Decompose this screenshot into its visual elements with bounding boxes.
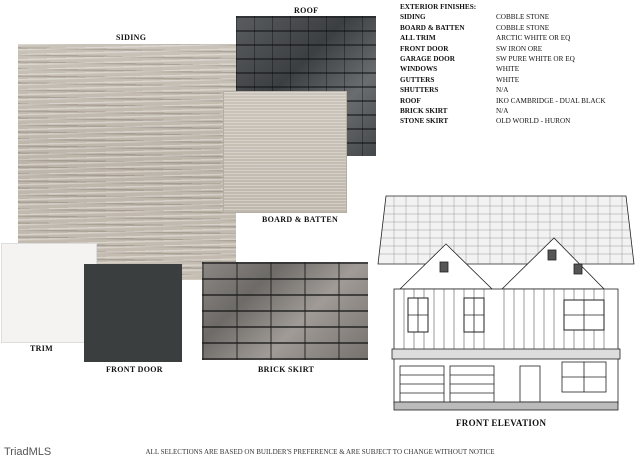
finish-row (400, 33, 606, 43)
brick-skirt-swatch (202, 262, 368, 360)
exterior-finishes-list (400, 2, 606, 127)
finish-row (400, 96, 606, 106)
finish-row (400, 54, 606, 64)
finish-key: WINDOWS (400, 65, 438, 74)
finish-row (400, 75, 606, 85)
finishes-title: EXTERIOR FINISHES: (400, 3, 477, 11)
finish-value: SW PURE WHITE OR EQ (496, 55, 575, 64)
front-elevation-label: FRONT ELEVATION (456, 418, 547, 428)
finish-value: N/A (496, 86, 509, 95)
finish-row (400, 116, 606, 126)
finish-key: SHUTTERS (400, 86, 439, 95)
finish-key: STONE SKIRT (400, 117, 449, 126)
front-door-label: FRONT DOOR (106, 365, 163, 374)
finish-key: SIDING (400, 13, 426, 22)
brick-skirt-label: BRICK SKIRT (258, 365, 315, 374)
front-elevation-drawing (374, 194, 638, 414)
finish-row (400, 106, 606, 116)
finish-value: IKO CAMBRIDGE - DUAL BLACK (496, 96, 606, 105)
finish-row (400, 23, 606, 33)
triadmls-watermark: TriadMLS (4, 446, 52, 458)
finish-row (400, 85, 606, 95)
finish-value: N/A (496, 107, 509, 116)
finish-key: FRONT DOOR (400, 44, 449, 53)
trim-swatch (2, 244, 96, 342)
finish-value: COBBLE STONE (496, 13, 550, 22)
board-batten-swatch (224, 92, 346, 212)
finish-value: ARCTIC WHITE OR EQ (496, 34, 571, 43)
front-door-swatch (84, 264, 182, 362)
board-batten-label: BOARD & BATTEN (262, 215, 339, 224)
finish-value: SW IRON ORE (496, 44, 543, 53)
finish-key: GARAGE DOOR (400, 55, 455, 64)
finish-row (400, 44, 606, 54)
finish-row (400, 64, 606, 74)
finish-key: BOARD & BATTEN (400, 23, 465, 32)
finish-key: GUTTERS (400, 75, 435, 84)
trim-label: TRIM (30, 344, 53, 353)
finish-value: WHITE (496, 65, 520, 74)
finish-key: ROOF (400, 96, 421, 105)
finish-key: ALL TRIM (400, 34, 436, 43)
disclaimer-footer: ALL SELECTIONS ARE BASED ON BUILDER'S PREFERENCE & ARE SUBJECT TO CHANGE WITHOUT NOTICE (145, 448, 495, 456)
finish-key: BRICK SKIRT (400, 107, 448, 116)
siding-label: SIDING (116, 33, 147, 42)
finish-value: OLD WORLD - HURON (496, 117, 571, 126)
finish-value: WHITE (496, 75, 520, 84)
finish-row (400, 12, 606, 22)
finish-value: COBBLE STONE (496, 23, 550, 32)
roof-label: ROOF (294, 6, 319, 15)
